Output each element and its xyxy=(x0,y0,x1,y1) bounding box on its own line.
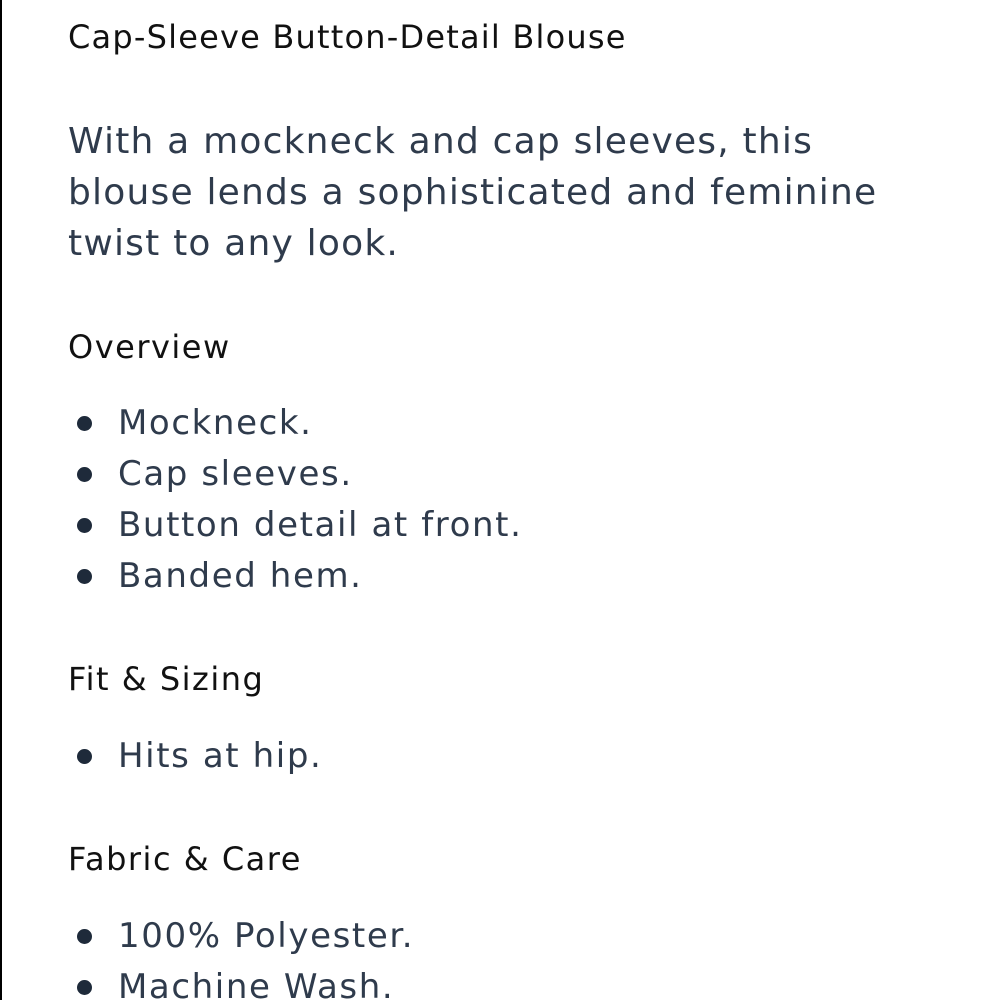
product-description: With a mockneck and cap sleeves, this blouse lends a sophisticated and feminine twist to any look. xyxy=(68,121,878,264)
list-item-text: Cap sleeves. xyxy=(118,454,353,494)
list-item-text: Hits at hip. xyxy=(118,736,323,776)
bullet-icon xyxy=(77,980,92,995)
bullet-icon xyxy=(77,569,92,584)
product-title: Cap-Sleeve Button-Detail Blouse xyxy=(68,18,627,56)
list-item-text: Mockneck. xyxy=(118,403,313,443)
section-heading-fit-sizing: Fit & Sizing xyxy=(68,660,265,698)
list-item-text: Machine Wash. xyxy=(118,967,395,1000)
left-border-line xyxy=(0,0,2,1000)
bullet-icon xyxy=(77,749,92,764)
list-item-text: 100% Polyester. xyxy=(118,916,415,956)
bullet-icon xyxy=(77,929,92,944)
section-heading-fabric-care: Fabric & Care xyxy=(68,840,302,878)
bullet-icon xyxy=(77,416,92,431)
list-item-text: Banded hem. xyxy=(118,556,363,596)
list-item-text: Button detail at front. xyxy=(118,505,523,545)
section-heading-overview: Overview xyxy=(68,328,231,366)
bullet-icon xyxy=(77,518,92,533)
bullet-icon xyxy=(77,467,92,482)
